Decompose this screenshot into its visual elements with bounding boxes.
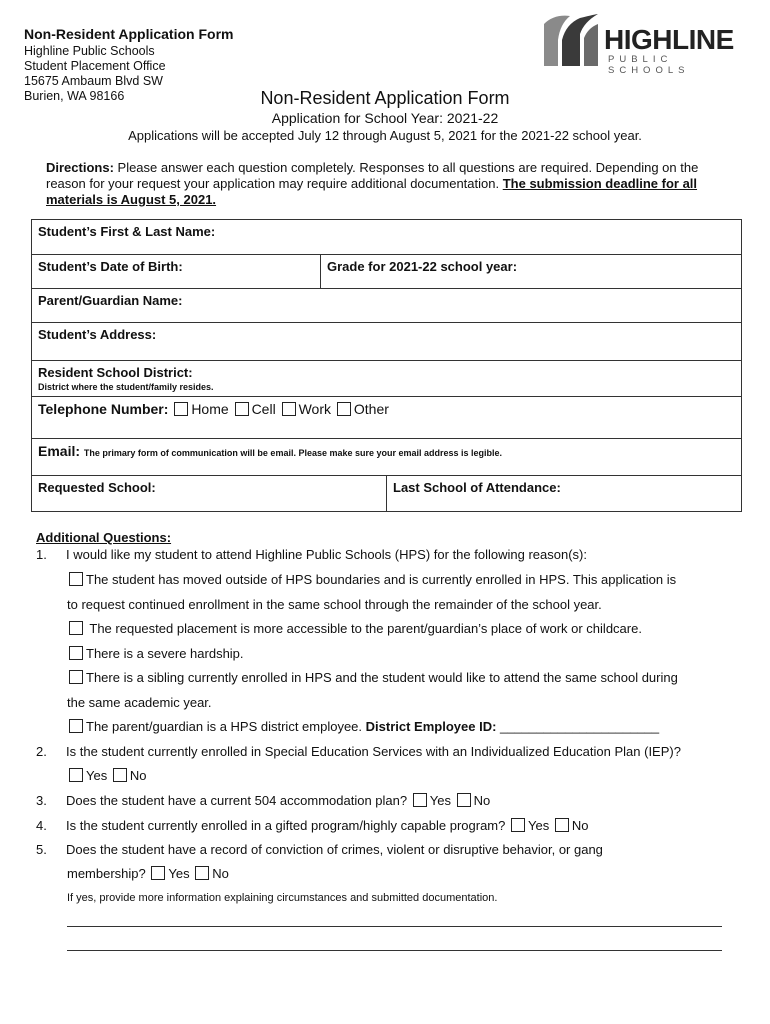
question-text: Does the student have a record of conviction of crimes, violent or disruptive behavior, or gang [66, 842, 603, 857]
dob-label: Student’s Date of Birth: [38, 259, 183, 274]
email-note: The primary form of communication will be email. Please make sure your email address is legible. [83, 448, 503, 458]
grade-field[interactable] [321, 255, 741, 288]
directions [46, 160, 736, 208]
reason-moved-cont: to request continued enrollment in the same school through the remainder of the school year. [67, 597, 602, 612]
address-line: Highline Public Schools [24, 44, 155, 58]
highline-logo [540, 10, 752, 76]
question-text: Does the student have a current 504 accommodation plan? [66, 793, 408, 808]
conviction-no-checkbox[interactable] [195, 866, 209, 880]
employee-id-field[interactable]: ______________________ [500, 719, 660, 734]
address-label: Student’s Address: [38, 327, 157, 342]
question-2-answers [67, 768, 146, 783]
parent-name-label: Parent/Guardian Name: [38, 293, 183, 308]
504-yes-checkbox[interactable] [413, 793, 427, 807]
gifted-yes-checkbox[interactable] [511, 818, 525, 832]
explanation-line[interactable] [67, 926, 722, 927]
question-text: membership? [67, 866, 146, 881]
email-label: Email: [38, 443, 81, 459]
yes-label: Yes [429, 793, 451, 808]
address-line: Student Placement Office [24, 59, 166, 73]
reason-text: There is a sibling currently enrolled in HPS and the student would like to attend the same school during [86, 670, 678, 685]
question-2 [36, 744, 681, 759]
reason-text: The parent/guardian is a HPS district employee. [86, 719, 363, 734]
home-option: Home [191, 401, 229, 417]
reason-sibling-checkbox[interactable] [69, 670, 83, 684]
address-line: 15675 Ambaum Blvd SW [24, 74, 163, 88]
work-option: Work [298, 401, 331, 417]
reason-text: The student has moved outside of HPS boundaries and is currently enrolled in HPS. This application is [86, 572, 677, 587]
reason-sibling-cont: the same academic year. [67, 695, 212, 710]
logo-subtitle: PUBLIC SCHOOLS [608, 54, 690, 76]
logo-wordmark: HIGHLINE [604, 24, 734, 55]
row-telephone[interactable] [32, 396, 741, 438]
no-label: No [212, 866, 229, 881]
gifted-no-checkbox[interactable] [555, 818, 569, 832]
other-option: Other [353, 401, 389, 417]
yes-label: Yes [86, 768, 108, 783]
row-email[interactable] [32, 438, 741, 475]
reason-accessible [67, 621, 642, 636]
question-5-note: If yes, provide more information explaining circumstances and submitted documentation. [67, 892, 498, 904]
grade-label: Grade for 2021-22 school year: [327, 259, 518, 274]
reason-moved-checkbox[interactable] [69, 572, 83, 586]
last-school-label: Last School of Attendance: [393, 480, 561, 495]
row-student-name[interactable] [32, 220, 741, 254]
home-checkbox[interactable] [174, 402, 188, 416]
yes-label: Yes [527, 818, 550, 833]
no-label: No [473, 793, 491, 808]
explanation-line[interactable] [67, 950, 722, 951]
reason-moved [67, 572, 676, 587]
student-name-label: Student’s First & Last Name: [38, 224, 216, 239]
cell-option: Cell [251, 401, 276, 417]
form-title: Non-Resident Application Form [260, 88, 510, 108]
question-number: 2. [36, 744, 47, 759]
reason-text: The requested placement is more accessible to the parent/guardian’s place of work or childcare. [89, 621, 642, 636]
telephone-label-text: Telephone Number: [38, 401, 169, 417]
dob-field[interactable] [32, 255, 320, 288]
reason-hardship-checkbox[interactable] [69, 646, 83, 660]
question-text: I would like my student to attend Highline Public Schools (HPS) for the following reason(s): [66, 547, 587, 562]
question-5 [36, 842, 603, 857]
directions-label: Directions: [46, 160, 114, 175]
row-dob-grade [32, 254, 741, 288]
iep-no-checkbox[interactable] [113, 768, 127, 782]
work-checkbox[interactable] [282, 402, 296, 416]
district-label: Resident School District: [38, 365, 193, 380]
question-text: Is the student currently enrolled in a gifted program/highly capable program? [66, 818, 506, 833]
header-title: Non-Resident Application Form [24, 26, 234, 42]
504-no-checkbox[interactable] [457, 793, 471, 807]
reason-employee-checkbox[interactable] [69, 719, 83, 733]
requested-school-label: Requested School: [38, 480, 156, 495]
question-4 [36, 818, 588, 833]
district-note: District where the student/family resides. [38, 382, 214, 392]
address-line: Burien, WA 98166 [24, 89, 125, 103]
student-info-grid [31, 219, 742, 512]
question-1 [36, 547, 587, 562]
questions-heading [36, 530, 171, 545]
no-label: No [571, 818, 589, 833]
application-dates: Applications will be accepted July 12 through August 5, 2021 for the 2021-22 school year. [128, 128, 642, 143]
questions-heading-text: Additional Questions: [36, 530, 172, 545]
question-number: 3. [36, 793, 47, 808]
last-school-field[interactable] [387, 476, 741, 511]
conviction-yes-checkbox[interactable] [151, 866, 165, 880]
yes-label: Yes [168, 866, 190, 881]
question-number: 4. [36, 818, 47, 833]
question-text: Is the student currently enrolled in Special Education Services with an Individualized Education Plan (IEP)? [66, 744, 681, 759]
telephone-label [38, 401, 389, 417]
school-year: Application for School Year: 2021-22 [271, 110, 499, 126]
cell-checkbox[interactable] [235, 402, 249, 416]
directions-text: Please answer each question completely. Responses to all questions are required. Depending on the reason for your request your application may require additional documentation. [46, 160, 699, 191]
email-label-wrap [38, 443, 502, 459]
no-label: No [129, 768, 147, 783]
row-schools [32, 475, 741, 511]
question-3 [36, 793, 490, 808]
reason-accessible-checkbox[interactable] [69, 621, 83, 635]
question-number: 5. [36, 842, 47, 857]
row-district[interactable] [32, 360, 741, 396]
row-address[interactable] [32, 322, 741, 360]
row-parent-name[interactable] [32, 288, 741, 322]
iep-yes-checkbox[interactable] [69, 768, 83, 782]
reason-text: There is a severe hardship. [86, 646, 244, 661]
other-checkbox[interactable] [337, 402, 351, 416]
question-5-cont [67, 866, 229, 881]
logo-mark-icon [540, 10, 600, 70]
submission-deadline: The submission deadline for all materials is August 5, 2021. [46, 176, 698, 207]
question-number: 1. [36, 547, 47, 562]
requested-school-field[interactable] [32, 476, 386, 511]
employee-id-label: District Employee ID: [365, 719, 497, 734]
reason-sibling [67, 670, 678, 685]
reason-employee [67, 719, 659, 734]
reason-hardship [67, 646, 244, 661]
